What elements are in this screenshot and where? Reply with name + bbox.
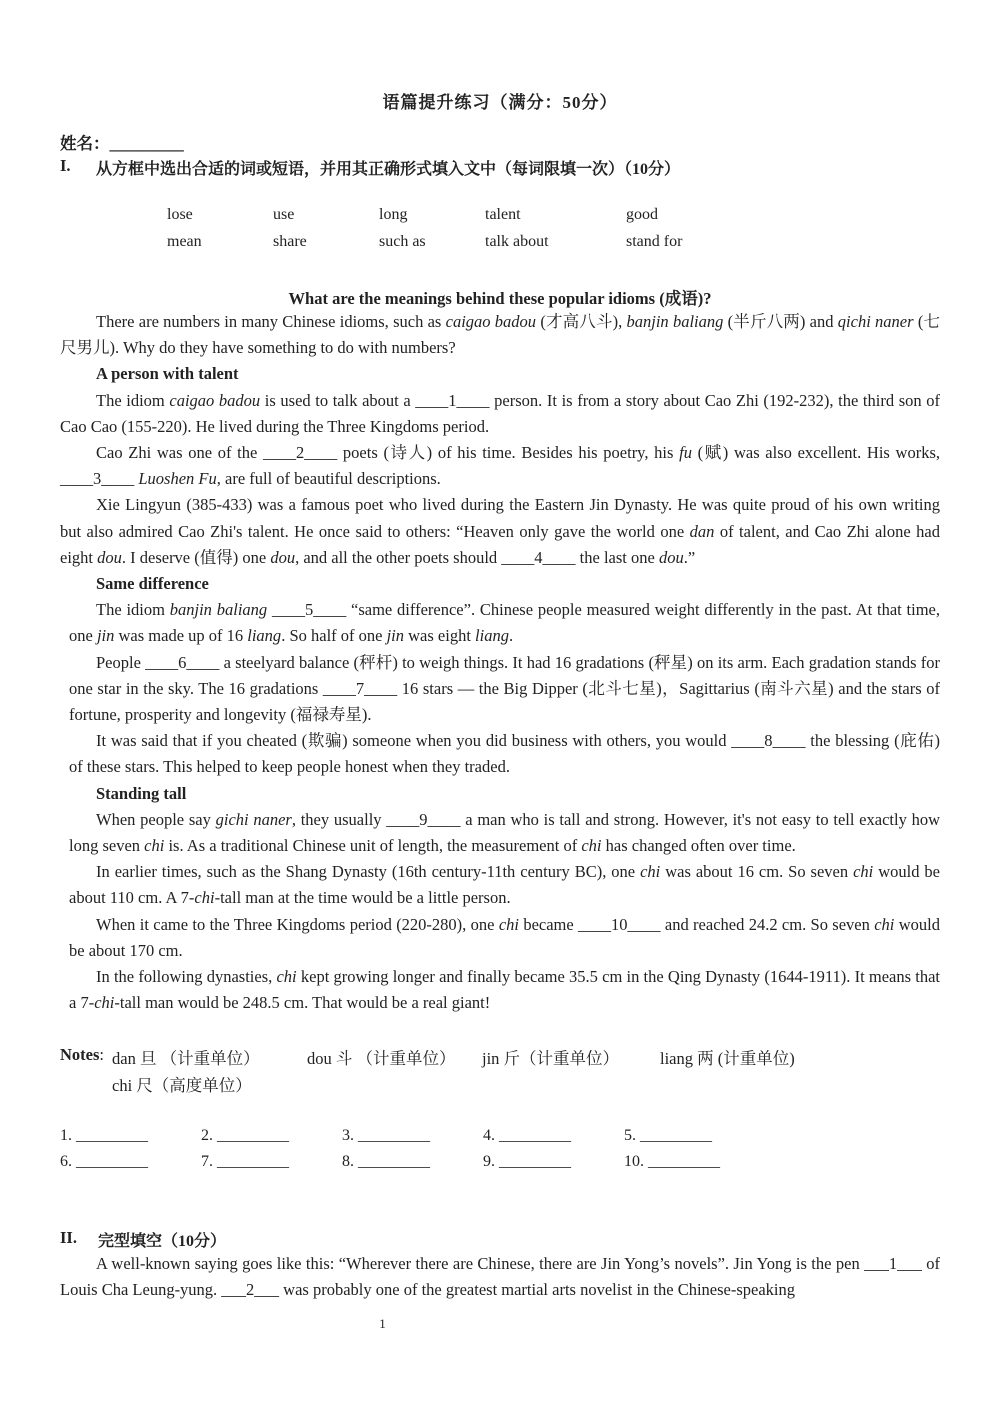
section-2-heading: 完型填空（10分）	[98, 1233, 227, 1250]
answer-blanks	[60, 1123, 720, 1175]
word-bank-item: talk about	[485, 233, 549, 250]
note-item: jin 斤（计重单位）	[482, 1049, 620, 1068]
answer-blank[interactable]: 6. _________	[60, 1153, 148, 1170]
word-bank-item: share	[273, 233, 307, 250]
name-field-label: 姓名：_________	[60, 134, 184, 153]
word-bank	[167, 206, 682, 260]
word-bank-item: good	[626, 206, 658, 223]
subheading: A person with talent	[96, 364, 239, 384]
answer-blank[interactable]: 9. _________	[483, 1153, 571, 1170]
answer-blank[interactable]: 5. _________	[624, 1127, 712, 1144]
section-1-number: I.	[60, 156, 71, 175]
notes: Notes:	[60, 1045, 104, 1064]
answer-blank[interactable]: 1. _________	[60, 1127, 148, 1144]
section-2-number: II.	[60, 1228, 77, 1247]
word-bank-item: stand for	[626, 233, 683, 250]
word-bank-item: such as	[379, 233, 426, 250]
paragraph: Cao Zhi was one of the ____2____ poets (诗人) of his time. Besides his poetry, his fu (赋) was also excellent. His works, ____3____ Luoshen Fu, are full of beautiful descriptions.	[60, 443, 940, 489]
paragraph: People ____6____ a steelyard balance (秤杆) to weigh things. It had 16 gradations (秤星) on its arm. Each gradation stands for one star in the sky. The 16 gradations ____7____ 16 stars — the Big Dipper (北斗七星)，Sagittarius (南斗六星) and the stars of fortune, prosperity and longevity (福禄寿星).	[69, 652, 940, 725]
subheading: Same difference	[96, 574, 209, 594]
paragraph: When people say gichi naner, they usually ____9____ a man who is tall and strong. However, it's not easy to tell exactly how long seven chi is. As a traditional Chinese unit of length, the measurement of chi has changed often over time.	[69, 809, 940, 856]
word-bank-item: mean	[167, 233, 202, 250]
note-item: chi 尺（高度单位）	[112, 1076, 252, 1095]
word-bank-item: use	[273, 206, 295, 223]
answer-blank[interactable]: 2. _________	[201, 1127, 289, 1144]
word-bank-item: talent	[485, 206, 521, 223]
note-item: liang 两 (计重单位)	[660, 1049, 795, 1068]
notes-label: Notes	[60, 1045, 100, 1064]
word-bank-item: long	[379, 206, 408, 223]
paragraph: It was said that if you cheated (欺骗) someone when you did business with others, you would ____8____ the blessing (庇佑) of these stars. This helped to keep people honest when they traded.	[69, 731, 940, 777]
note-item: dan 旦 （计重单位）	[112, 1049, 260, 1068]
answer-blank[interactable]: 8. _________	[342, 1153, 430, 1170]
page-title: 语篇提升练习（满分：50分）	[382, 93, 618, 112]
answer-blank[interactable]: 3. _________	[342, 1127, 430, 1144]
paragraph: The idiom caigao badou is used to talk about a ____1____ person. It is from a story about Cao Zhi (192-232), the third son of Cao Cao (155-220). He lived during the Three Kingdoms period.	[60, 390, 940, 436]
section-1-instruction: 从方框中选出合适的词或短语，并用其正确形式填入文中（每词限填一次）（10分）	[96, 161, 681, 178]
section-2-passage	[60, 1251, 940, 1303]
paragraph: There are numbers in many Chinese idioms, such as caigao badou (才高八斗), banjin baliang (半斤八两) and qichi naner (七尺男儿). Why do they have something to do with numbers?	[60, 312, 940, 358]
passage	[60, 309, 940, 1016]
subheading: Standing tall	[96, 783, 187, 803]
answer-blank[interactable]: 4. _________	[483, 1127, 571, 1144]
passage-title: What are the meanings behind these popular idioms (成语)?	[288, 289, 712, 308]
paragraph: The idiom banjin baliang ____5____ “same difference”. Chinese people measured weight differently in the past. At that time, one jin was made up of 16 liang. So half of one jin was eight liang.	[69, 600, 941, 646]
paragraph: When it came to the Three Kingdoms period (220-280), one chi became ____10____ and reached 24.2 cm. So seven chi would be about 170 cm.	[69, 914, 940, 960]
paragraph: In the following dynasties, chi kept growing longer and finally became 35.5 cm in the Qing Dynasty (1644-1911). It means that a 7-chi-tall man would be 248.5 cm. That would be a real giant!	[69, 967, 940, 1013]
answer-blank[interactable]: 10. _________	[624, 1153, 720, 1170]
paragraph: Xie Lingyun (385-433) was a famous poet who lived during the Eastern Jin Dynasty. He was quite proud of his own writing but also admired Cao Zhi's talent. He once said to others: “Heaven only gave the world one dan of talent, and Cao Zhi alone had eight dou. I deserve (值得) one dou, and all the other poets should ____4____ the last one dou.”	[60, 495, 941, 567]
note-item: dou 斗 （计重单位）	[307, 1049, 456, 1068]
paragraph: A well-known saying goes like this: “Wherever there are Chinese, there are Jin Yong’s novels”. Jin Yong is the pen ___1___ of Louis Cha Leung-yung. ___2___ was probably one of the greatest martial arts novelist in the Chinese-speaking	[60, 1254, 940, 1300]
paragraph: In earlier times, such as the Shang Dynasty (16th century-11th century BC), one chi was about 16 cm. So seven chi would be about 110 cm. A 7-chi-tall man at the time would be a little person.	[69, 862, 940, 908]
word-bank-item: lose	[167, 206, 193, 223]
page-number: 1	[379, 1316, 386, 1331]
answer-blank[interactable]: 7. _________	[201, 1153, 289, 1170]
